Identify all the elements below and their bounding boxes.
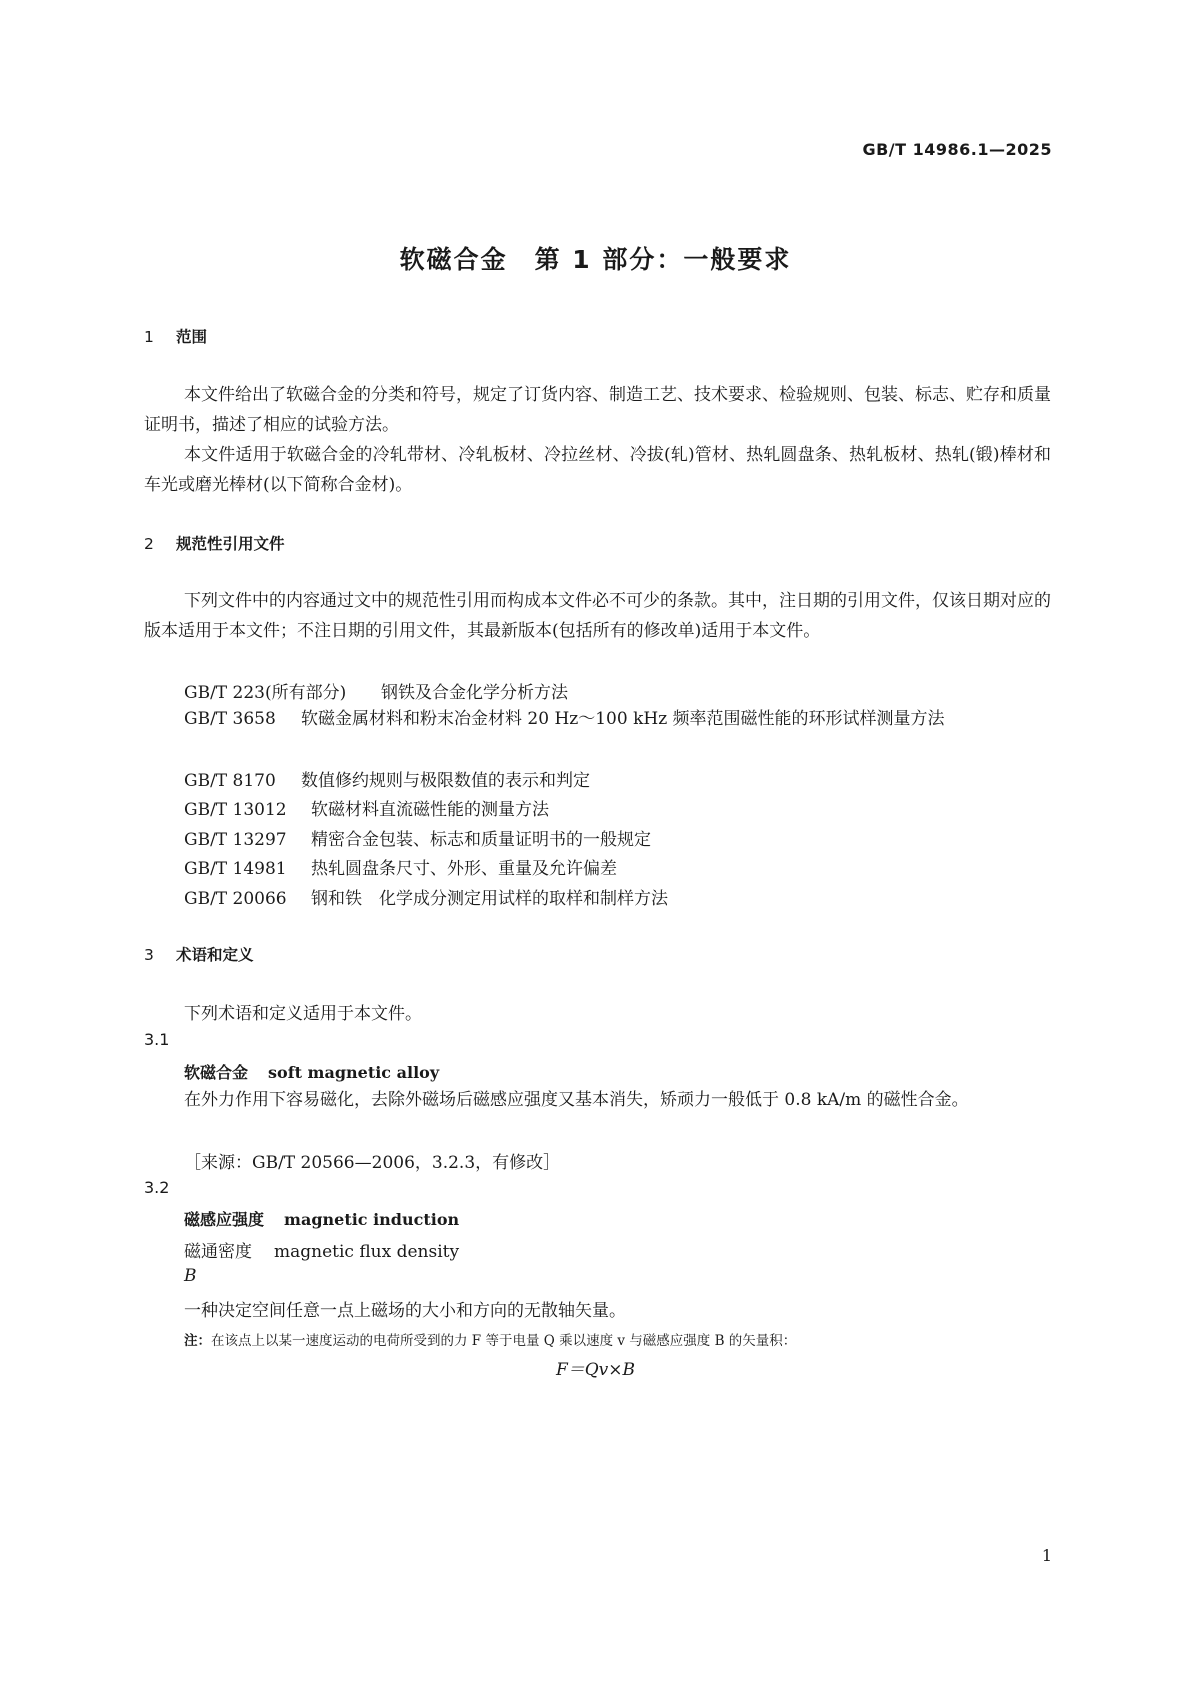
term-entry — [184, 1060, 439, 1083]
term-zh: 软磁合金 — [184, 1063, 249, 1082]
term-entry — [184, 1207, 459, 1230]
reference-code: GB/T 13012 — [184, 800, 287, 820]
reference-code: GB/T 13297 — [184, 830, 287, 850]
standard-number: GB/T 14986.1—2025 — [862, 140, 1052, 159]
term-definition: 一种决定空间任意一点上磁场的大小和方向的无散轴矢量。 — [184, 1301, 626, 1321]
reference-item — [184, 795, 549, 820]
term-en: soft magnetic alloy — [268, 1063, 440, 1082]
term-number: 3.1 — [144, 1030, 170, 1049]
scope-paragraph-2: 本文件适用于软磁合金的冷轧带材、冷轧板材、冷拉丝材、冷拔(轧)管材、热轧圆盘条、热轧板材、热轧(锻)棒材和车光或磨光棒材(以下简称合金材)。 — [144, 445, 1051, 495]
reference-title: 钢和铁 化学成分测定用试样的取样和制样方法 — [311, 889, 668, 909]
section-3-heading — [144, 943, 254, 965]
section-number: 1 — [144, 328, 154, 346]
section-number: 2 — [144, 535, 154, 553]
section-title: 规范性引用文件 — [176, 535, 285, 553]
reference-title: 钢铁及合金化学分析方法 — [381, 683, 568, 703]
section-1-heading — [144, 325, 207, 347]
formula: F＝Qv×B — [555, 1360, 636, 1380]
term-number: 3.2 — [144, 1178, 170, 1197]
document-title: 软磁合金 第 1 部分：一般要求 — [399, 245, 792, 274]
scope-paragraph-1: 本文件给出了软磁合金的分类和符号，规定了订货内容、制造工艺、技术要求、检验规则、包装、标志、贮存和质量证明书，描述了相应的试验方法。 — [144, 385, 1051, 435]
reference-item — [184, 678, 568, 703]
term-note — [184, 1329, 796, 1349]
term-en: magnetic induction — [284, 1210, 460, 1229]
reference-code: GB/T 14981 — [184, 859, 287, 879]
reference-code: GB/T 8170 — [184, 771, 276, 791]
reference-item — [184, 825, 651, 850]
note-text: 在该点上以某一速度运动的电荷所受到的力 F 等于电量 Q 乘以速度 v 与磁感应强度 B 的矢量积： — [211, 1333, 797, 1349]
section-number: 3 — [144, 946, 154, 964]
page-number: 1 — [1041, 1546, 1052, 1565]
reference-item — [184, 854, 617, 879]
section-title: 术语和定义 — [176, 946, 254, 964]
reference-code: GB/T 223(所有部分) — [184, 683, 347, 703]
reference-title: 数值修约规则与极限数值的表示和判定 — [301, 771, 590, 791]
term-synonym — [184, 1237, 459, 1262]
section-title: 范围 — [176, 328, 208, 346]
note-label: 注： — [184, 1333, 211, 1349]
term-symbol: B — [184, 1266, 197, 1286]
reference-item — [184, 766, 590, 791]
reference-item — [184, 884, 668, 909]
reference-title: 软磁金属材料和粉末冶金材料 20 Hz～100 kHz 频率范围磁性能的环形试样测量方法 — [301, 709, 945, 729]
reference-item — [144, 704, 1051, 734]
synonym-zh: 磁通密度 — [184, 1242, 252, 1262]
reference-title: 软磁材料直流磁性能的测量方法 — [311, 800, 549, 820]
synonym-en: magnetic flux density — [274, 1242, 460, 1262]
reference-code: GB/T 3658 — [184, 709, 276, 729]
term-definition: 在外力作用下容易磁化，去除外磁场后磁感应强度又基本消失，矫顽力一般低于 0.8 kA/m 的磁性合金。 — [184, 1090, 969, 1110]
reference-code: GB/T 20066 — [184, 889, 287, 909]
reference-title: 精密合金包装、标志和质量证明书的一般规定 — [311, 830, 651, 850]
term-zh: 磁感应强度 — [184, 1210, 265, 1229]
section-2-heading — [144, 532, 285, 554]
normative-references-intro: 下列文件中的内容通过文中的规范性引用而构成本文件必不可少的条款。其中，注日期的引用文件，仅该日期对应的版本适用于本文件；不注日期的引用文件，其最新版本(包括所有的修改单)适用于本文件。 — [144, 591, 1051, 641]
reference-title: 热轧圆盘条尺寸、外形、重量及允许偏差 — [311, 859, 617, 879]
terms-intro: 下列术语和定义适用于本文件。 — [184, 1004, 422, 1024]
term-source: ［来源：GB/T 20566—2006，3.2.3，有修改］ — [184, 1153, 561, 1173]
